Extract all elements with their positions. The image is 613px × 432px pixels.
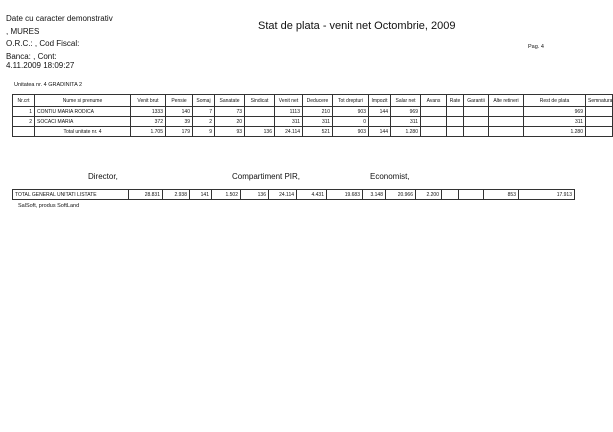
cell: 140 (166, 107, 193, 117)
cell: 521 (303, 127, 333, 137)
company-county: , MURES (6, 27, 40, 36)
cell: 311 (275, 117, 303, 127)
director-signature-label: Director, (88, 172, 118, 181)
signature-cell (586, 117, 613, 127)
cell: 4.431 (297, 190, 327, 200)
cell: 2 (13, 117, 35, 127)
cell (421, 127, 447, 137)
unit-label: Unitatea nr. 4 GRADINITA 2 (14, 82, 83, 88)
table-header-row (13, 95, 613, 107)
payroll-table (12, 94, 613, 137)
cell: 210 (303, 107, 333, 117)
col-header: Semnatura (586, 95, 613, 107)
cell: 144 (369, 127, 391, 137)
cell: 3.148 (363, 190, 386, 200)
cell: 2 (193, 117, 215, 127)
cell: 20.966 (386, 190, 416, 200)
cell: 1.705 (131, 127, 166, 137)
cell: 73 (215, 107, 245, 117)
cell: 1333 (131, 107, 166, 117)
company-bank: Banca: , Cont: (6, 52, 57, 61)
col-header: Rest de plata (524, 95, 586, 107)
grand-total-label: TOTAL GENERAL UNITATI LISTATE (13, 190, 129, 200)
cell: 903 (333, 107, 369, 117)
cell: 144 (369, 107, 391, 117)
cell: 1.502 (212, 190, 241, 200)
cell: 39 (166, 117, 193, 127)
grand-total-table (12, 189, 575, 200)
print-timestamp: 4.11.2009 18:09:27 (6, 61, 75, 70)
cell: 7 (193, 107, 215, 117)
col-header: Venit brut (131, 95, 166, 107)
cell: 903 (333, 127, 369, 137)
cell: 19.683 (327, 190, 363, 200)
col-header: Nume si prenume (35, 95, 131, 107)
cell (464, 107, 489, 117)
cell (489, 127, 524, 137)
cell (442, 190, 459, 200)
table-row (13, 117, 613, 127)
cell (245, 117, 275, 127)
cell (13, 127, 35, 137)
cell (369, 117, 391, 127)
cell: SOCACI MARIA (35, 117, 131, 127)
col-header: Deducere (303, 95, 333, 107)
page-number: Pag. 4 (528, 44, 544, 50)
cell: 969 (524, 107, 586, 117)
cell: 1.280 (391, 127, 421, 137)
cell: 311 (391, 117, 421, 127)
total-row (13, 127, 613, 137)
cell: 179 (166, 127, 193, 137)
cell: CONTIU MARIA RODICA (35, 107, 131, 117)
cell (421, 117, 447, 127)
cell: 136 (245, 127, 275, 137)
cell: 372 (131, 117, 166, 127)
cell: 853 (484, 190, 519, 200)
cell: 9 (193, 127, 215, 137)
cell (489, 107, 524, 117)
cell: 20 (215, 117, 245, 127)
cell: 136 (241, 190, 269, 200)
col-header: Garantii (464, 95, 489, 107)
cell: 2.938 (163, 190, 190, 200)
footer-credit: SalSoft, produs SoftLand (18, 203, 80, 209)
cell (447, 117, 464, 127)
signature-cell (586, 107, 613, 117)
cell: 1113 (275, 107, 303, 117)
cell (447, 107, 464, 117)
compartiment-signature-label: Compartiment PIR, (232, 172, 301, 181)
grand-total-row (13, 190, 575, 200)
cell: 24.114 (269, 190, 297, 200)
cell (586, 127, 613, 137)
cell (464, 117, 489, 127)
col-header: Impozit (369, 95, 391, 107)
cell (459, 190, 484, 200)
col-header: Somaj (193, 95, 215, 107)
cell: 311 (524, 117, 586, 127)
cell (421, 107, 447, 117)
cell: 93 (215, 127, 245, 137)
col-header: Alte retineri (489, 95, 524, 107)
cell (447, 127, 464, 137)
col-header: Pensie (166, 95, 193, 107)
col-header: Sindicat (245, 95, 275, 107)
cell: Total unitate nr. 4 (35, 127, 131, 137)
cell: 24.114 (275, 127, 303, 137)
page-title: Stat de plata - venit net Octombrie, 2009 (258, 20, 456, 32)
cell (464, 127, 489, 137)
cell (489, 117, 524, 127)
col-header: Rate (447, 95, 464, 107)
col-header: Tot drepturi (333, 95, 369, 107)
economist-signature-label: Economist, (370, 172, 410, 181)
col-header: Avans (421, 95, 447, 107)
col-header: Salar net (391, 95, 421, 107)
col-header: Sanatate (215, 95, 245, 107)
table-row (13, 107, 613, 117)
cell: 17.913 (519, 190, 575, 200)
company-name: Date cu caracter demonstrativ (6, 14, 113, 23)
cell: 1.280 (524, 127, 586, 137)
company-orc: O.R.C.: , Cod Fiscal: (6, 39, 80, 48)
cell: 28.831 (129, 190, 163, 200)
col-header: Venit net (275, 95, 303, 107)
cell: 1 (13, 107, 35, 117)
cell: 311 (303, 117, 333, 127)
cell: 2.200 (416, 190, 442, 200)
cell (245, 107, 275, 117)
cell: 141 (190, 190, 212, 200)
cell: 0 (333, 117, 369, 127)
cell: 969 (391, 107, 421, 117)
col-header: Nr.crt (13, 95, 35, 107)
